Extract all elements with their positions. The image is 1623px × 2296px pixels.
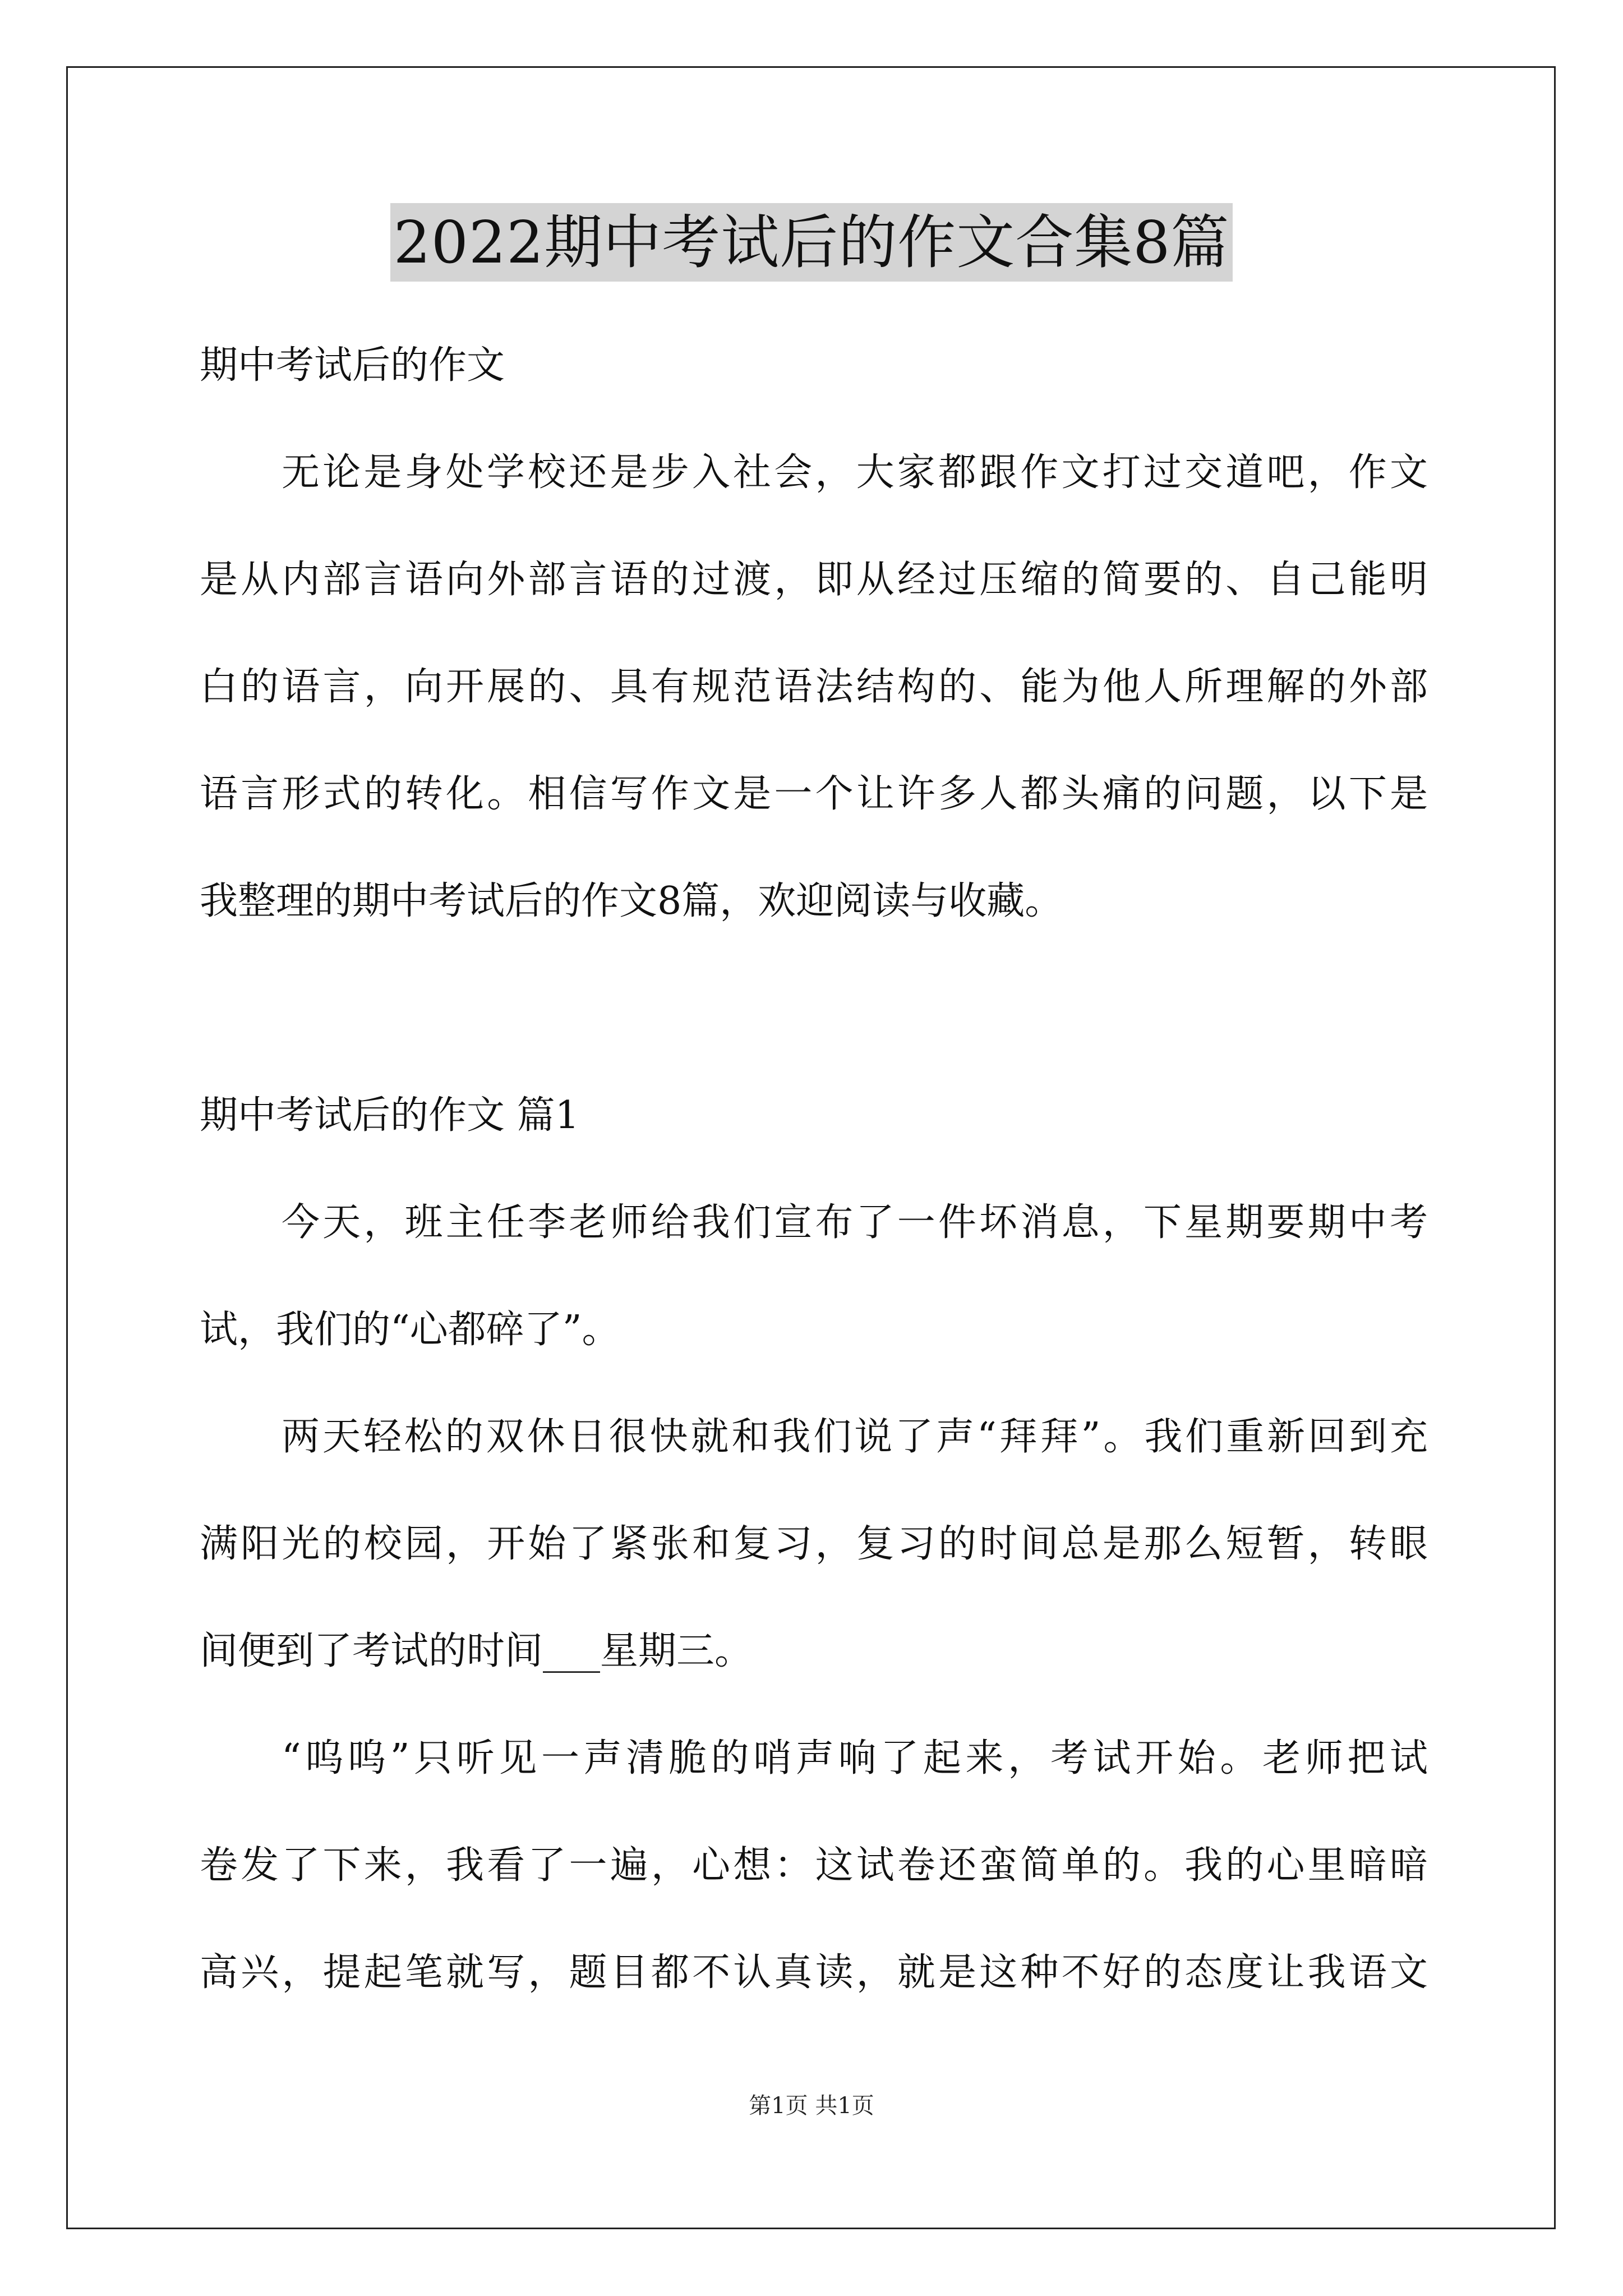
paragraph-line: 满阳光的校园，开始了紧张和复习，复习的时间总是那么短暂，转眼	[200, 1522, 1428, 1566]
page-footer: 第1页 共1页	[749, 2093, 874, 2119]
section-heading: 期中考试后的作文 篇1	[200, 1093, 579, 1138]
document-title: 2022期中考试后的作文合集8篇	[390, 203, 1233, 282]
intro-paragraph	[200, 419, 1428, 955]
title-container	[0, 203, 1623, 282]
paragraph-line: 是从内部言语向外部言语的过渡，即从经过压缩的简要的、自己能明	[200, 558, 1428, 602]
paragraph-line: “呜呜”只听见一声清脆的哨声响了起来，考试开始。老师把试	[282, 1736, 1428, 1780]
paragraph-line: 我整理的期中考试后的作文8篇，欢迎阅读与收藏。	[200, 879, 1063, 923]
document-body	[200, 312, 1428, 2026]
paragraph-line: 无论是身处学校还是步入社会，大家都跟作文打过交道吧，作文	[282, 450, 1428, 495]
blank-line	[200, 955, 1428, 1062]
paragraph-line: 语言形式的转化。相信写作文是一个让许多人都头痛的问题，以下是	[200, 772, 1428, 816]
paragraph-line: 今天，班主任李老师给我们宣布了一件坏消息，下星期要期中考	[282, 1200, 1428, 1245]
section-paragraph	[200, 1383, 1428, 1705]
paragraph-line: 试，我们的“心都碎了”。	[200, 1308, 620, 1352]
paragraph-line: 间便到了考试的时间___星期三。	[200, 1629, 753, 1673]
section-paragraph	[200, 1169, 1428, 1383]
paragraph-line: 白的语言，向开展的、具有规范语法结构的、能为他人所理解的外部	[200, 665, 1428, 709]
intro-heading: 期中考试后的作文	[200, 343, 505, 388]
section-paragraph	[200, 1705, 1428, 2026]
paragraph-line: 卷发了下来，我看了一遍，心想：这试卷还蛮简单的。我的心里暗暗	[200, 1843, 1428, 1888]
paragraph-line: 两天轻松的双休日很快就和我们说了声“拜拜”。我们重新回到充	[282, 1415, 1428, 1459]
paragraph-line: 高兴，提起笔就写，题目都不认真读，就是这种不好的态度让我语文	[200, 1950, 1428, 1995]
